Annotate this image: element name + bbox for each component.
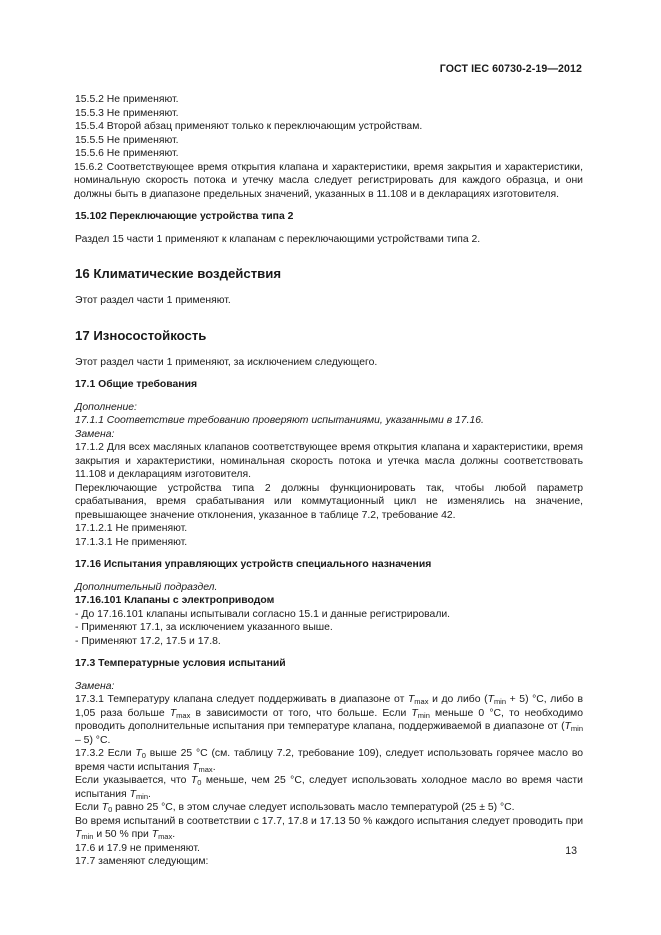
section-16-title: 16 Климатические воздействия [75,266,282,281]
clause-15-6-2: 15.6.2 Соответствующее время открытия клапана и характеристики, время закрытия и характеристики, номинальную скорость потока и утечку масла следует регистрировать для каждого образца, и они должны быть в диапазоне предельных значений, указанных в 11.108 и в декларациях изготовителя. [74,161,583,200]
clause-17-1-2: 17.1.2 Для всех масляных клапанов соответствующее время открытия клапана и характеристики, время закрытия и характеристики, номинальная скорость потока и утечка масла должны соответствовать 11.108 и декларациям изготовителя. [75,442,583,480]
list-item-2: - Применяют 17.1, за исключением указанного выше. [75,622,333,633]
clause-15-5-4: 15.5.4 Второй абзац применяют только к переключающим устройствам. [75,121,423,132]
heading-17-16: 17.16 Испытания управляющих устройств специального назначения [75,559,432,570]
replacement-label: Замена: [75,428,115,440]
addition-label: Дополнение: [75,401,137,413]
clause-17-1-2-1: 17.1.2.1 Не применяют. [75,523,188,534]
clause-17-6-17-9: 17.6 и 17.9 не применяют. [75,842,200,854]
ambient-oil-requirement: Если $T_0$ равно 25 °C, в этом случае следует использовать масло температурой (25 ± 5) °C. [75,802,515,814]
additional-subsection-label: Дополнительный подраздел. [75,581,218,593]
heading-15-102: 15.102 Переключающие устройства типа 2 [75,211,294,222]
section-17-title: 17 Износостойкость [75,327,207,343]
clause-17-7-replacement: 17.7 заменяют следующим: [75,856,209,867]
replacement-label-2: Замена: [75,680,115,692]
page-number: 13 [565,845,577,857]
section-16-statement: Этот раздел части 1 применяют. [75,295,231,306]
clause-17-3-1: 17.3.1 Температуру клапана следует поддерживать в диапазоне от $T_{max}$ и до либо $(T_{min} + 5)$ °C, либо в 1,05 раза больше $T_{max}$ в зависимости от того, что больше. Если $T_{min}$ меньше 0 °C, то необходимо проводить дополнительные испытания при температуре клапана, поддерживаемой в диапазоне от $(T_{min} - 5)$ °C. [75,694,583,746]
type2-requirement: Переключающие устройства типа 2 должны функционировать так, чтобы любой параметр срабатывания, время срабатывания или коммутационный цикл не изменялись на значение, превышающее значение отклонения, указанное в таблице 7.2, требование 42. [75,482,583,521]
section-17-statement: Этот раздел части 1 применяют, за исключением следующего. [75,356,378,368]
heading-17-1: 17.1 Общие требования [75,379,198,390]
clause-17-1-3-1: 17.1.3.1 Не применяют. [75,536,188,548]
list-item-3: - Применяют 17.2, 17.5 и 17.8. [75,635,221,647]
heading-17-3: 17.3 Температурные условия испытаний [75,658,286,669]
clause-15-5-6: 15.5.6 Не применяют. [75,148,179,159]
clause-17-3-2: 17.3.2 Если $T_0$ выше 25 °C (см. таблицу 7.2, требование 109), следует использовать горячее масло во время части испытания $T_{max}$. [75,748,583,774]
clause-17-1-1: 17.1.1 Соответствие требованию проверяют испытаниями, указанными в 17.16. [75,415,484,426]
cold-oil-requirement: Если указывается, что $T_0$ меньше, чем 25 °C, следует использовать холодное масло во время части испытания $T_{min}$. [75,775,583,801]
clause-15-5-3: 15.5.3 Не применяют. [75,107,179,119]
page-content [75,93,583,869]
clause-15-5-2: 15.5.2 Не применяют. [75,94,179,105]
list-item-1: - До 17.16.101 клапаны испытывали согласно 15.1 и данные регистрировали. [75,608,451,620]
section-15-part1-statement: Раздел 15 части 1 применяют к клапанам с переключающими устройствами типа 2. [75,233,481,245]
document-code-header: ГОСТ IEC 60730-2-19—2012 [439,63,582,75]
heading-17-16-101: 17.16.101 Клапаны с электроприводом [75,595,275,606]
test-split-requirement: Во время испытаний в соответствии с 17.7, 17.8 и 17.13 50 % каждого испытания следует проводить при $T_{min}$ и 50 % при $T_{max}$. [75,815,583,841]
clause-15-5-5: 15.5.5 Не применяют. [75,134,179,146]
